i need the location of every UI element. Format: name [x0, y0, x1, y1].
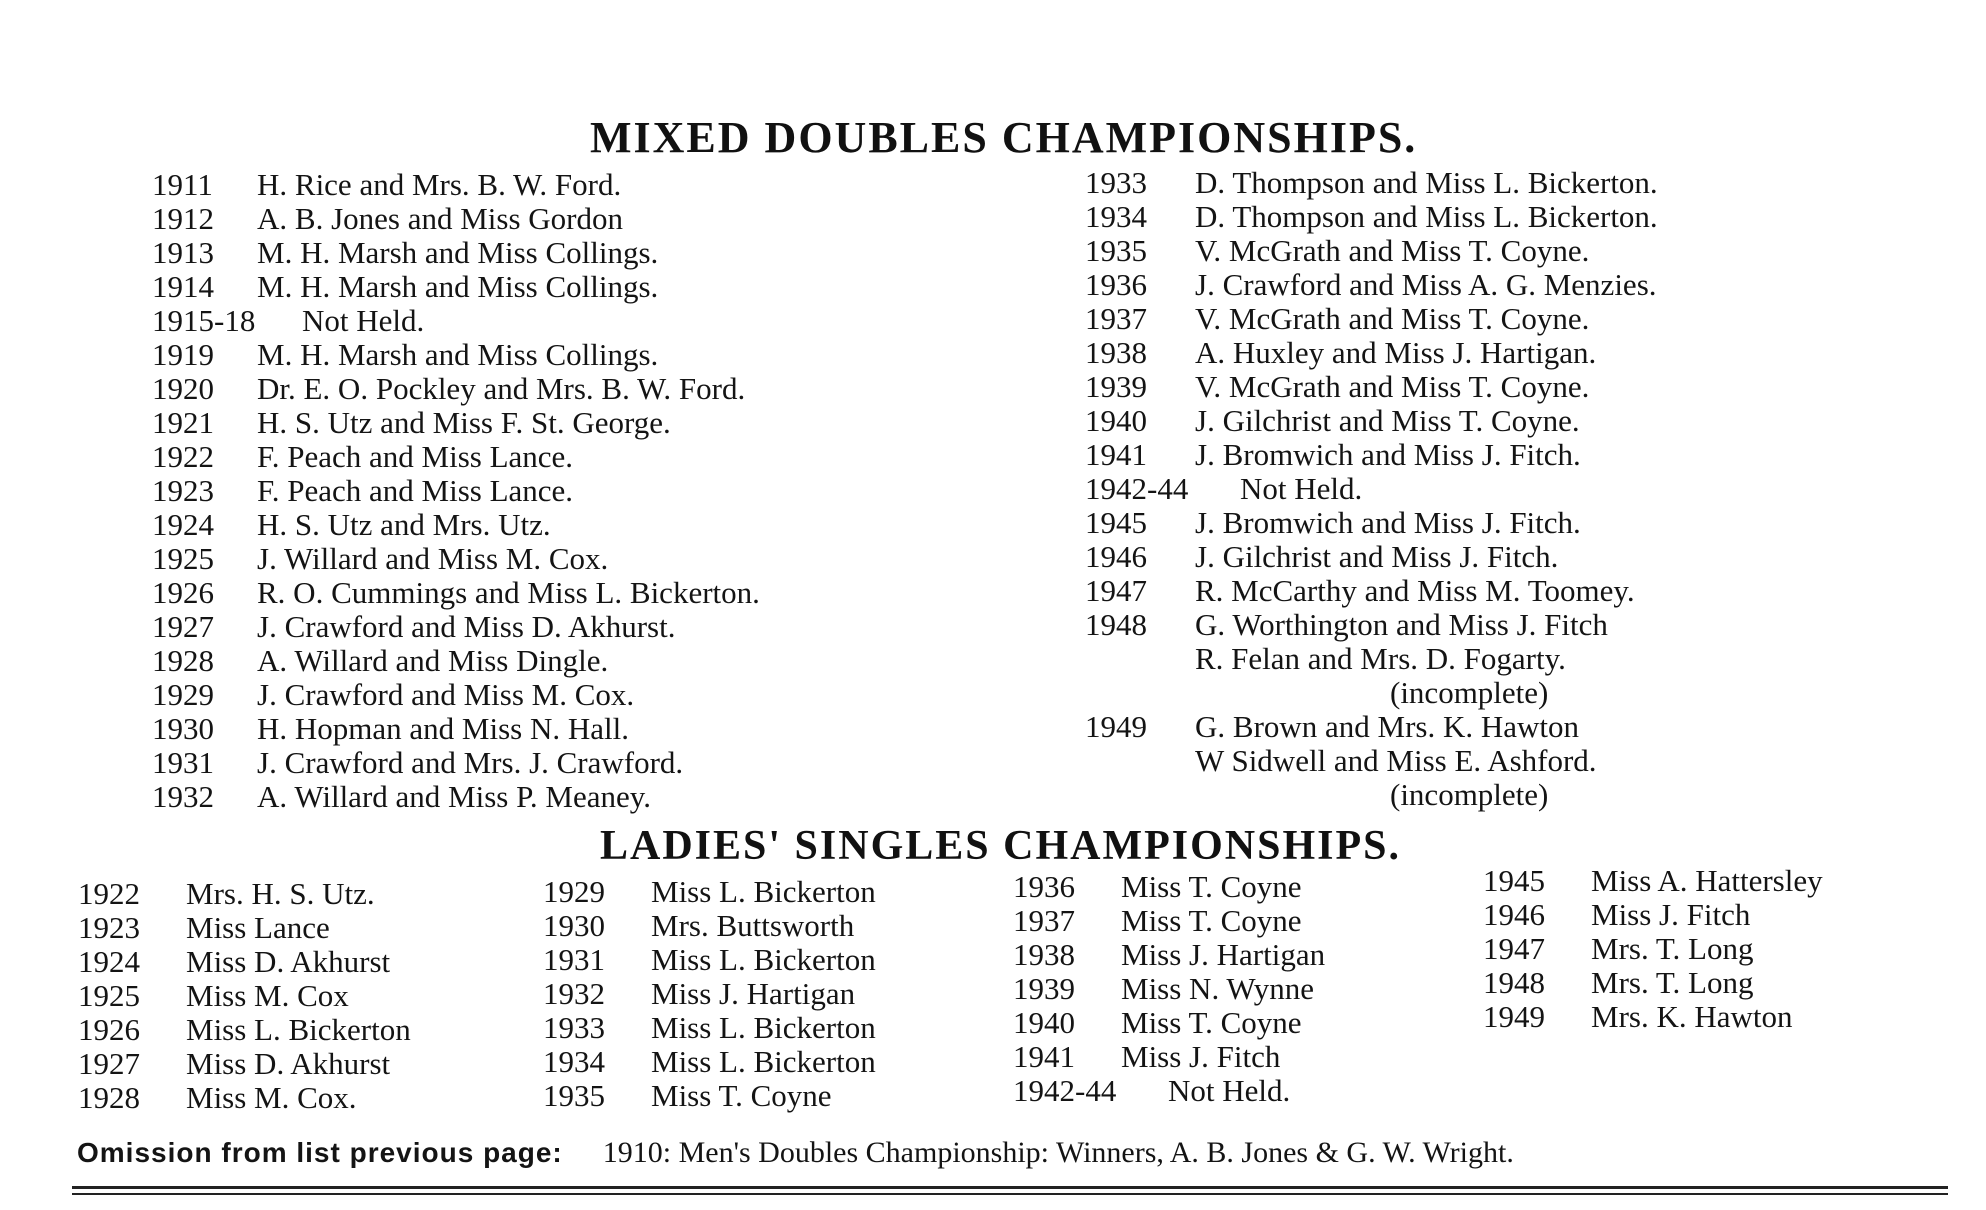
year: 1942-44: [1013, 1073, 1117, 1108]
year: 1923: [152, 473, 214, 508]
winners: M. H. Marsh and Miss Collings.: [257, 337, 659, 372]
winners: M. H. Marsh and Miss Collings.: [257, 269, 659, 304]
incomplete-note: (incomplete): [1390, 675, 1549, 710]
winners: H. S. Utz and Mrs. Utz.: [257, 507, 551, 542]
winner: Mrs. K. Hawton: [1591, 999, 1793, 1034]
year: 1924: [78, 944, 140, 979]
winners: J. Gilchrist and Miss J. Fitch.: [1195, 539, 1559, 574]
year: 1940: [1085, 403, 1147, 438]
year: 1949: [1085, 709, 1147, 744]
year: 1919: [152, 337, 214, 372]
winner: Miss L. Bickerton: [651, 874, 876, 909]
winner: Mrs. T. Long: [1591, 931, 1754, 966]
year: 1947: [1483, 931, 1545, 966]
winners: F. Peach and Miss Lance.: [257, 473, 574, 508]
winners: J. Willard and Miss M. Cox.: [257, 541, 609, 576]
winners: J. Crawford and Miss D. Akhurst.: [257, 609, 676, 644]
winner: Mrs. H. S. Utz.: [186, 876, 375, 911]
winners: Not Held.: [302, 303, 425, 338]
year: 1938: [1013, 937, 1075, 972]
winner: Miss L. Bickerton: [651, 942, 876, 977]
year: 1920: [152, 371, 214, 406]
year: 1939: [1013, 971, 1075, 1006]
year: 1932: [152, 779, 214, 814]
winners: R. McCarthy and Miss M. Toomey.: [1195, 573, 1635, 608]
winners: H. S. Utz and Miss F. St. George.: [257, 405, 671, 440]
incomplete-note: (incomplete): [1390, 777, 1549, 812]
winner: Miss J. Fitch: [1591, 897, 1751, 932]
year: 1932: [543, 976, 605, 1011]
year: 1937: [1085, 301, 1147, 336]
year: 1913: [152, 235, 214, 270]
year: 1936: [1085, 267, 1147, 302]
winners: Dr. E. O. Pockley and Mrs. B. W. Ford.: [257, 371, 746, 406]
year: 1929: [152, 677, 214, 712]
winner: Miss L. Bickerton: [651, 1044, 876, 1079]
ladies-singles-heading: LADIES' SINGLES CHAMPIONSHIPS.: [600, 823, 1402, 869]
winner: Mrs. Buttsworth: [651, 908, 855, 943]
winner: Miss N. Wynne: [1121, 971, 1315, 1006]
winner: Miss T. Coyne: [1121, 1005, 1302, 1040]
year: 1941: [1085, 437, 1147, 472]
winners: M. H. Marsh and Miss Collings.: [257, 235, 659, 270]
year: 1937: [1013, 903, 1075, 938]
year: 1911: [152, 167, 213, 202]
winner: Miss L. Bickerton: [186, 1012, 411, 1047]
year: 1933: [543, 1010, 605, 1045]
winners: J. Bromwich and Miss J. Fitch.: [1195, 505, 1581, 540]
winners: G. Brown and Mrs. K. Hawton: [1195, 709, 1580, 744]
year: 1922: [78, 876, 140, 911]
winner: Miss T. Coyne: [1121, 869, 1302, 904]
winners: A. Willard and Miss Dingle.: [257, 643, 609, 678]
winners: F. Peach and Miss Lance.: [257, 439, 574, 474]
winner: Mrs. T. Long: [1591, 965, 1754, 1000]
year: 1934: [543, 1044, 605, 1079]
winners: A. B. Jones and Miss Gordon: [257, 201, 623, 236]
winners: D. Thompson and Miss L. Bickerton.: [1195, 199, 1658, 234]
winner: Miss D. Akhurst: [186, 944, 391, 979]
year: 1929: [543, 874, 605, 909]
winners: V. McGrath and Miss T. Coyne.: [1195, 233, 1590, 268]
winners: G. Worthington and Miss J. Fitch: [1195, 607, 1608, 642]
winners: A. Huxley and Miss J. Hartigan.: [1195, 335, 1597, 370]
year: 1935: [543, 1078, 605, 1113]
year: 1946: [1085, 539, 1147, 574]
year: 1933: [1085, 165, 1147, 200]
year: 1946: [1483, 897, 1545, 932]
winner: Miss J. Fitch: [1121, 1039, 1281, 1074]
year: 1936: [1013, 869, 1075, 904]
winners: H. Rice and Mrs. B. W. Ford.: [257, 167, 622, 202]
year: 1939: [1085, 369, 1147, 404]
winners: R. O. Cummings and Miss L. Bickerton.: [257, 575, 760, 610]
year: 1947: [1085, 573, 1147, 608]
winner: Miss T. Coyne: [1121, 903, 1302, 938]
winner: Miss A. Hattersley: [1591, 863, 1823, 898]
year: 1924: [152, 507, 214, 542]
winners: J. Gilchrist and Miss T. Coyne.: [1195, 403, 1580, 438]
winners: R. Felan and Mrs. D. Fogarty.: [1195, 641, 1566, 676]
year: 1948: [1483, 965, 1545, 1000]
winners: W Sidwell and Miss E. Ashford.: [1195, 743, 1597, 778]
winners: J. Crawford and Miss M. Cox.: [257, 677, 635, 712]
winners: J. Crawford and Miss A. G. Menzies.: [1195, 267, 1657, 302]
year: 1923: [78, 910, 140, 945]
omission-note: [77, 1136, 1514, 1170]
double-rule-bottom: [72, 1193, 1948, 1195]
double-rule-top: [72, 1186, 1948, 1189]
winner: Miss T. Coyne: [651, 1078, 832, 1113]
year: 1934: [1085, 199, 1147, 234]
winner: Miss Lance: [186, 910, 330, 945]
winner: Not Held.: [1168, 1073, 1291, 1108]
year: 1927: [152, 609, 214, 644]
year: 1922: [152, 439, 214, 474]
year: 1949: [1483, 999, 1545, 1034]
year: 1940: [1013, 1005, 1075, 1040]
year: 1948: [1085, 607, 1147, 642]
year: 1925: [78, 978, 140, 1013]
year: 1925: [152, 541, 214, 576]
year: 1945: [1085, 505, 1147, 540]
omission-label: Omission from list previous page:: [77, 1137, 563, 1168]
winners: A. Willard and Miss P. Meaney.: [257, 779, 651, 814]
winners: Not Held.: [1240, 471, 1363, 506]
winner: Miss D. Akhurst: [186, 1046, 391, 1081]
winners: D. Thompson and Miss L. Bickerton.: [1195, 165, 1658, 200]
year: 1912: [152, 201, 214, 236]
winners: H. Hopman and Miss N. Hall.: [257, 711, 629, 746]
winner: Miss L. Bickerton: [651, 1010, 876, 1045]
year: 1930: [152, 711, 214, 746]
year: 1928: [78, 1080, 140, 1115]
year: 1915-18: [152, 303, 256, 338]
year: 1928: [152, 643, 214, 678]
winner: Miss J. Hartigan: [651, 976, 856, 1011]
omission-text: 1910: Men's Doubles Championship: Winners, A. B. Jones & G. W. Wright.: [602, 1136, 1514, 1169]
year: 1926: [152, 575, 214, 610]
year: 1941: [1013, 1039, 1075, 1074]
year: 1927: [78, 1046, 140, 1081]
winner: Miss M. Cox: [186, 978, 349, 1013]
year: 1935: [1085, 233, 1147, 268]
winners: J. Bromwich and Miss J. Fitch.: [1195, 437, 1581, 472]
winners: V. McGrath and Miss T. Coyne.: [1195, 369, 1590, 404]
year: 1926: [78, 1012, 140, 1047]
winners: V. McGrath and Miss T. Coyne.: [1195, 301, 1590, 336]
mixed-doubles-heading: MIXED DOUBLES CHAMPIONSHIPS.: [590, 113, 1418, 162]
year: 1921: [152, 405, 214, 440]
winners: J. Crawford and Mrs. J. Crawford.: [257, 745, 684, 780]
year: 1931: [152, 745, 214, 780]
year: 1945: [1483, 863, 1545, 898]
year: 1931: [543, 942, 605, 977]
year: 1938: [1085, 335, 1147, 370]
winner: Miss M. Cox.: [186, 1080, 357, 1115]
winner: Miss J. Hartigan: [1121, 937, 1326, 972]
year: 1942-44: [1085, 471, 1189, 506]
year: 1930: [543, 908, 605, 943]
year: 1914: [152, 269, 214, 304]
